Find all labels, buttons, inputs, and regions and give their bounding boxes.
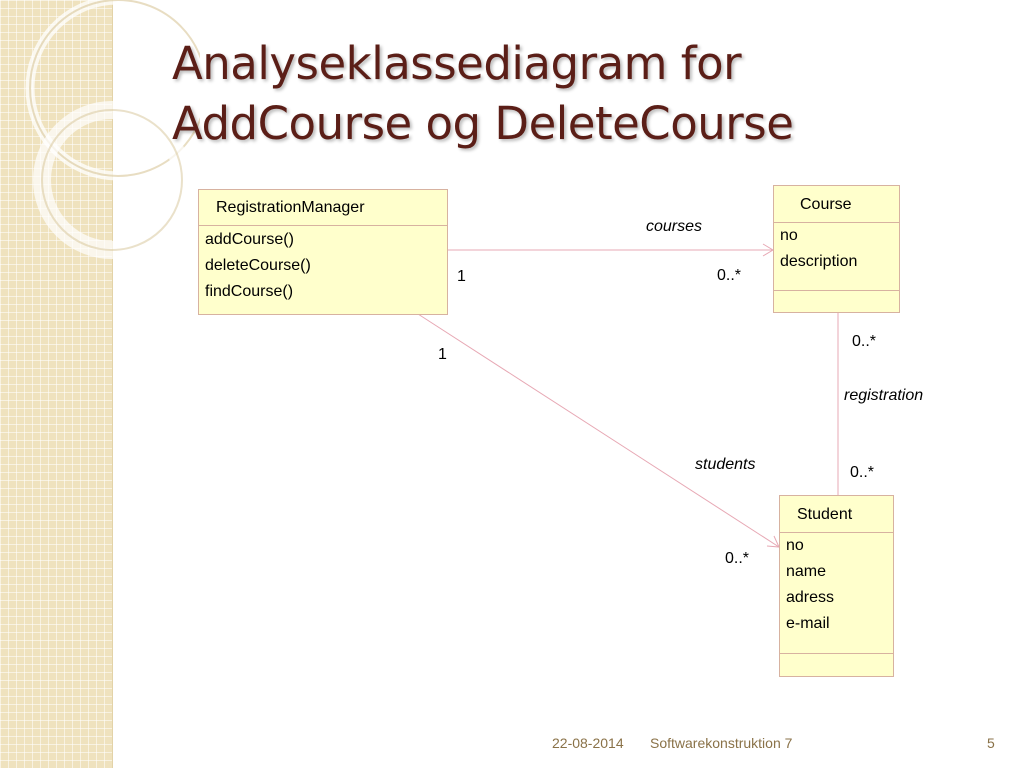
class-registration-manager-name: RegistrationManager	[199, 190, 447, 226]
operation-add-course: addCourse()	[205, 231, 294, 248]
footer-page-number: 5	[987, 735, 995, 751]
attribute-student-no: no	[786, 537, 804, 554]
class-course-operations-compartment	[774, 290, 899, 291]
multiplicity-students-manager: 1	[438, 346, 447, 363]
slide-title-line-2: AddCourse og DeleteCourse	[172, 97, 794, 150]
footer-course: Softwarekonstruktion 7	[650, 735, 793, 751]
multiplicity-registration-student: 0..*	[850, 464, 875, 481]
class-course-name: Course	[774, 186, 899, 223]
operation-delete-course: deleteCourse()	[205, 257, 311, 274]
attribute-student-email: e-mail	[786, 615, 830, 632]
slide-title-line-1: Analyseklassediagram for	[172, 37, 742, 90]
association-line-students	[418, 314, 779, 547]
association-name-courses: courses	[646, 218, 703, 235]
class-course	[773, 185, 900, 313]
association-name-students: students	[695, 456, 756, 473]
multiplicity-registration-course: 0..*	[852, 333, 877, 350]
multiplicity-students-student: 0..*	[725, 550, 750, 567]
attribute-course-description: description	[780, 253, 858, 270]
class-student-operations-compartment	[780, 653, 893, 654]
class-course-attributes	[774, 223, 899, 275]
attribute-student-name: name	[786, 563, 827, 580]
class-registration-manager-operations	[199, 226, 447, 305]
attribute-student-adress: adress	[786, 589, 835, 606]
association-name-registration: registration	[844, 387, 924, 404]
multiplicity-courses-course: 0..*	[717, 267, 742, 284]
class-student-attributes	[780, 533, 893, 637]
multiplicity-courses-manager: 1	[457, 268, 466, 285]
footer-date: 22-08-2014	[552, 735, 624, 751]
class-registration-manager	[198, 189, 448, 315]
attribute-course-no: no	[780, 227, 798, 244]
class-student	[779, 495, 894, 677]
operation-find-course: findCourse()	[205, 283, 294, 300]
class-student-name: Student	[780, 496, 893, 533]
